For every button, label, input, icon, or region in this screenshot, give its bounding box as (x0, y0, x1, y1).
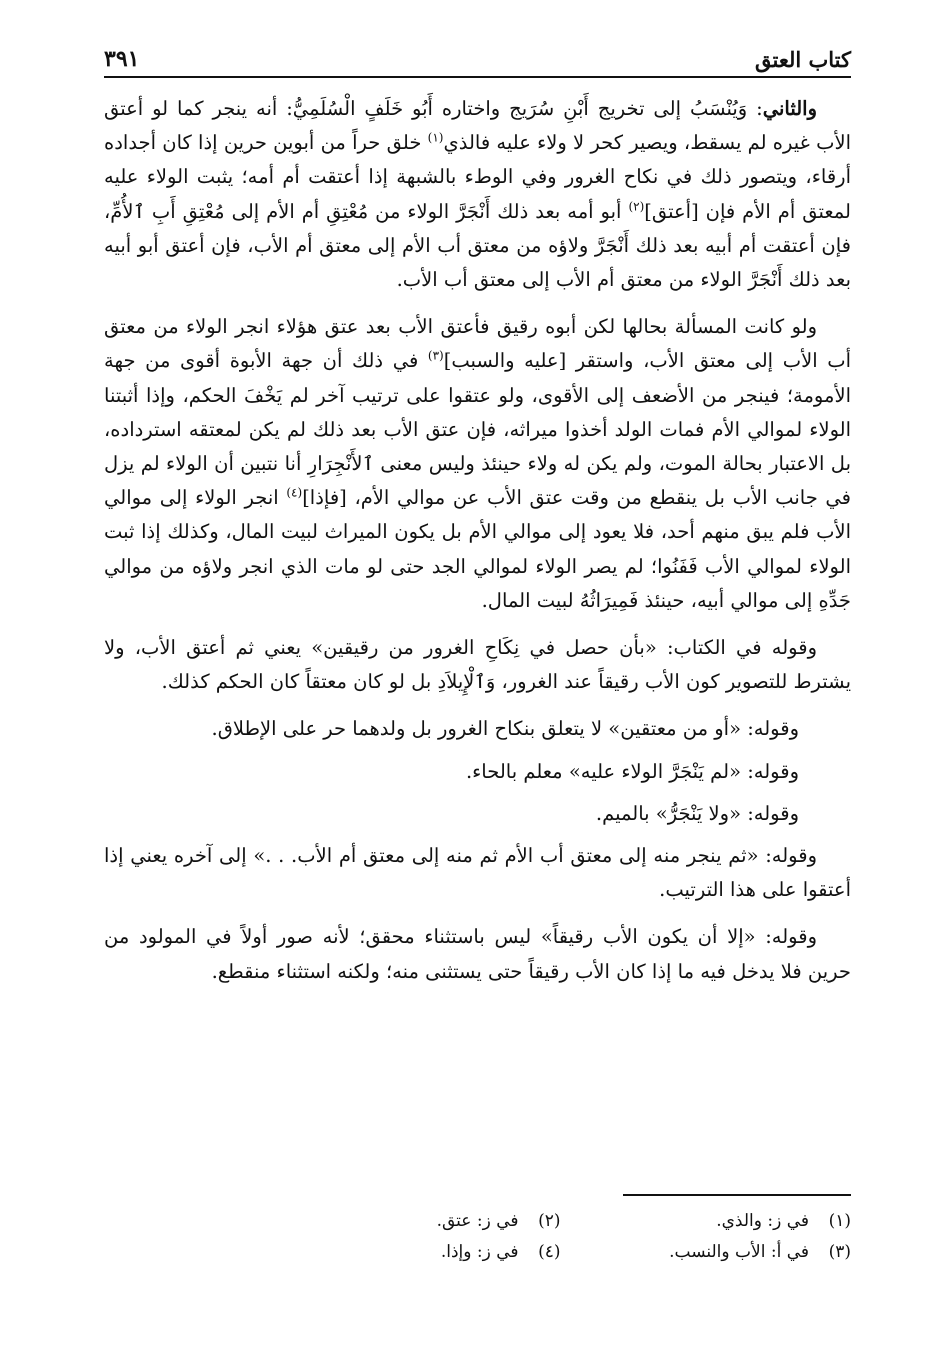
paragraph-5: وقوله: «لم يَنْجَرَّ الولاء عليه» معلم بالحاء. (465, 759, 799, 783)
footnote-text: في ز: والذي. (716, 1211, 809, 1231)
footnote-number: (٢) (538, 1211, 561, 1231)
paragraph-text: في ذلك أن جهة الأبوة أقوى من جهة الأمومة؛ فينجر من الأضعف إلى الأقوى، ولو عتقوا على ترتيب آخر لم يَخْفَ الحكم، وإذا أثبتنا الولاء لموالي الأم فمات الولد أخذوا ميراثه، فإن عتق الأب بعد ذلك لم يكن لمعتقه استرداده، بل الاعتبار بحالة الموت، ولم يكن له ولاء حينئذ وليس معنى ٱلأَنْجِرَارِ أنا نتبين أن الولاء لم يزل في جانب الأب بل ينقطع من وقت عتق الأب عن موالي الأم، [فإذا] (104, 349, 852, 510)
paragraph-1 (104, 92, 851, 297)
footnote-separator (623, 1194, 851, 1196)
paragraph-text: : وَيُنْسَبُ إلى تخريج أَبْنِ سُرَيج واختاره أَبُو خَلَفٍ الْسُلَمِيُّ: أنه ينجر كما لو أعتق الأب غيره لم يسقط، ويصير كحر لا ولاء عليه فالذي (104, 97, 852, 155)
paragraph-3: وقوله في الكتاب: «بأن حصل في نِكَاحِ الغرور من رقيقين» يعني ثم أعتق الأب، ولا يشترط للتصوير كون الأب رقيقاً عند الغرور، وَٱلْإِيلاَدِ بل لو كان معتقاً كان الحكم كذلك. (104, 636, 851, 694)
footnote-number: (١) (828, 1211, 851, 1231)
footnote-number: (٤) (538, 1242, 561, 1262)
footnotes (300, 1206, 851, 1268)
footnote-3 (591, 1237, 852, 1268)
book-title: كتاب العتق (754, 47, 851, 72)
footnote-text: في ز: عتق. (436, 1211, 519, 1231)
main-text (104, 92, 851, 1002)
running-header (104, 38, 851, 78)
footnote-2 (300, 1206, 561, 1237)
paragraph-6: وقوله: «ولا يَنْجَرُّ» بالميم. (595, 801, 799, 825)
paragraph-text: انجر الولاء إلى موالي الأب فلم يبق منهم أحد، فلا يعود إلى موالي الأم بل يكون الميراث لبيت المال، وكذلك إذا ثبت الولاء لموالي الأب فَفَنُوا؛ لم يصر الولاء لموالي الجد حتى لو مات الذي انجر ولاؤه من موالي جَدِّهِ إلى موالي أبيه، حينئذ فَمِيرَاثُهُ لبيت المال. (104, 486, 851, 612)
footnote-text: في ز: وإذا. (440, 1242, 519, 1262)
paragraph-text: أبو أمه بعد ذلك أَنْجَرَّ الولاء من مُعْتِقِ أم الأم إلى مُعْتِقِ أَبِ ٱلأُمِّ، فإن أعتقت أم أبيه بعد ذلك أَنْجَرَّ ولاؤه من معتق أب الأم إلى معتق أم الأب، فإن أعتق أبو أبيه بعد ذلك أَنْجَرَّ الولاء من معتق أم الأب إلى معتق أب الأب. (104, 199, 851, 292)
footnote-ref-3: (٣) (427, 348, 444, 363)
footnote-number: (٣) (828, 1242, 851, 1262)
footnote-ref-2: (٢) (628, 199, 645, 214)
paragraph-lead: والثاني (762, 97, 817, 120)
footnote-ref-4: (٤) (286, 485, 303, 500)
paragraph-text: ولو كانت المسألة بحالها لكن أبوه رقيق فأعتق الأب بعد عتق هؤلاء انجر الولاء من معتق أب الأب إلى معتق الأب، واستقر [عليه والسبب] (104, 315, 851, 373)
page-number: ٣٩١ (104, 46, 140, 72)
paragraph-text: خلق حراً من أبوين حرين إذا كان أجداده أرقاء، ويتصور ذلك في نكاح الغرور وفي الوطء بالشبهة إذا أعتقت أم أمه؛ يثبت الولاء عليه لمعتق أم الأم فإن [أعتق] (104, 131, 851, 223)
paragraph-8: وقوله: «إلا أن يكون الأب رقيقاً» ليس باستثناء محقق؛ لأنه صور أولاً في المولود من حرين فلا يدخل فيه ما إذا كان الأب رقيقاً حتى يستثنى منه؛ ولكنه استثناء منقطع. (104, 925, 851, 983)
footnote-1 (591, 1206, 852, 1237)
footnote-ref-1: (١) (427, 130, 444, 145)
footnote-text: في أ: الأب والنسب. (669, 1242, 809, 1262)
footnote-4 (300, 1237, 561, 1268)
paragraph-7: وقوله: «ثم ينجر منه إلى معتق أب الأم ثم منه إلى معتق أم الأب. . .» إلى آخره يعني إذا أعتقوا على هذا الترتيب. (104, 844, 851, 902)
paragraph-4: وقوله: «أو من معتقين» لا يتعلق بنكاح الغرور بل ولدهما حر على الإطلاق. (211, 717, 799, 741)
paragraph-2 (104, 310, 851, 618)
